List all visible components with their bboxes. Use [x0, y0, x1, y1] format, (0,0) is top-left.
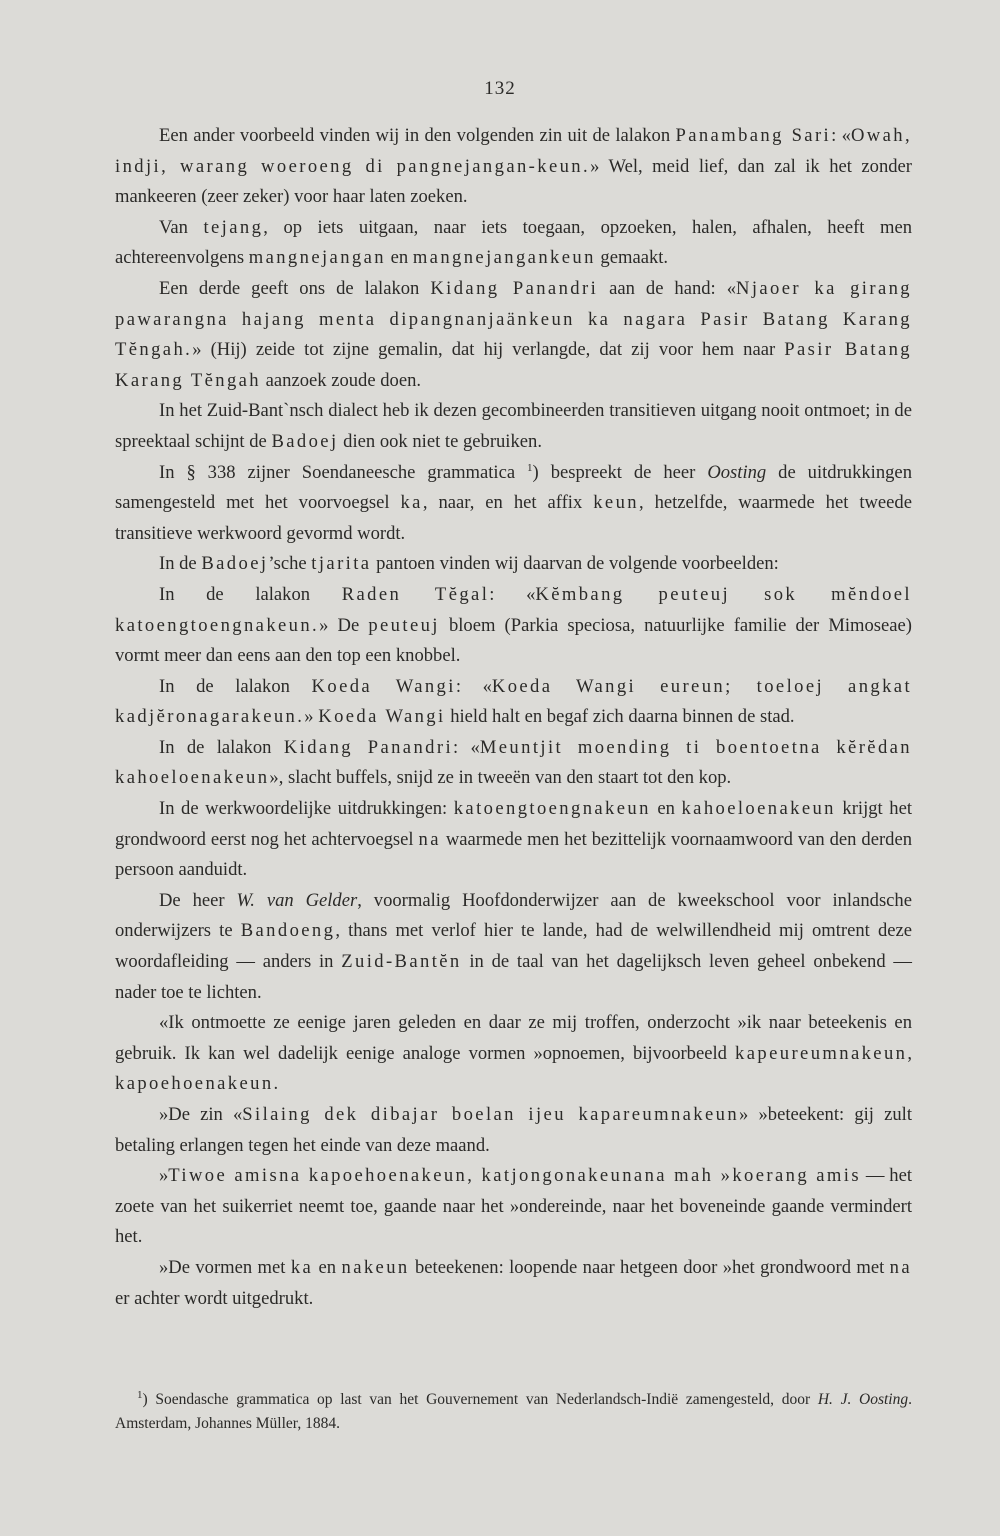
- spaced-term: tejang: [203, 216, 264, 238]
- spaced-term: Panambang Sari: [675, 125, 832, 146]
- text-run: bloem (Parkia speciosa, natuurlijke familie der Mimoseae) vormt meer dan eens aan den top een knobbel.: [115, 614, 912, 667]
- spaced-term: Badoej: [201, 553, 269, 575]
- text-run: hield halt en begaf zich daarna binnen de stad.: [445, 706, 795, 728]
- spaced-term: kapoehoenakeun: [115, 1073, 274, 1095]
- text-run: , op iets uitgaan, naar iets toegaan, opzoeken, halen, afhalen, heeft men achtereenvolgens: [115, 216, 912, 269]
- spaced-term: mangnejangankeun: [412, 247, 596, 269]
- text-run: : «: [489, 583, 536, 605]
- spaced-term: Bandoeng: [240, 920, 336, 942]
- text-run: gemaakt.: [595, 247, 669, 269]
- footnote-ref: 1: [527, 461, 533, 474]
- paragraph: [115, 733, 912, 794]
- italic-name: H. J. Oosting: [817, 1391, 909, 1408]
- text-run: In de lalakon: [159, 675, 312, 697]
- text-run: : «: [831, 125, 851, 146]
- spaced-term: Owah, indji, warang woeroeng di pangnejangan-keun.: [115, 125, 912, 177]
- spaced-term: Zuid-Bantĕn: [341, 951, 462, 973]
- text-run: In § 338 zijner Soendaneesche grammatica: [159, 461, 528, 483]
- paragraph: [115, 549, 912, 580]
- text-run: «Ik ontmoette ze eenige jaren geleden en daar ze mij troffen, onderzocht »ik naar beteekenis en gebruik. Ik kan wel dadelijk eenige analoge vormen »opnoemen, bijvoorbeeld: [115, 1012, 912, 1064]
- paragraph: [115, 1253, 912, 1314]
- paragraph: [115, 1008, 912, 1100]
- text-run: In het Zuid-Bant`nsch dialect heb ik dezen gecombineerden transitieven uitgang nooit ontmoet; in de spreektaal schijnt de: [115, 400, 912, 452]
- text-run: . Amsterdam, Johannes Müller, 1884.: [115, 1391, 912, 1432]
- paragraph: [115, 1161, 912, 1253]
- spaced-term: mangnejangan: [248, 247, 386, 269]
- spaced-term: na: [418, 828, 441, 850]
- text-run: in de taal van het dagelijksch leven geheel onbekend — nader toe te lichten.: [115, 951, 912, 1003]
- text-run: Een derde geeft ons de lalakon: [159, 277, 431, 299]
- text-run: — het zoete van het suikerriet neemt toe, gaande naar het »ondereinde, naar het boveneinde gaande vermindert het.: [115, 1165, 912, 1248]
- text-run: » De: [319, 614, 369, 636]
- paragraph: [115, 794, 912, 886]
- text-run: .: [273, 1073, 279, 1095]
- text-run: , hetzelfde, waarmede het tweede transitieve werkwoord gevormd wordt.: [115, 492, 912, 544]
- spaced-term: kahoeloenakeun: [681, 798, 836, 820]
- paragraph: [115, 213, 912, 274]
- spaced-term: katoengtoengnakeun: [453, 798, 651, 820]
- text-run: In de lalakon: [159, 583, 342, 605]
- spaced-term: kapeureumnakeun: [735, 1042, 908, 1064]
- spaced-term: na: [889, 1256, 913, 1278]
- spaced-term: peuteuj: [368, 614, 440, 636]
- text-run: pantoen vinden wij daarvan de volgende voorbeelden:: [371, 553, 779, 575]
- text-run: en: [385, 247, 413, 269]
- spaced-term: Koeda Wangi: [311, 675, 456, 697]
- text-run: » Wel, meid lief, dan zal ik het zonder mankeeren (zeer zeker) voor haar laten zoeken.: [115, 155, 912, 208]
- spaced-term: Kĕmbang peuteuj sok mĕndoel katoengtoengnakeun.: [115, 583, 912, 636]
- spaced-term: Koeda Wangi: [318, 706, 446, 728]
- text-run: »: [304, 706, 319, 728]
- text-run: , naar, en het affix: [422, 492, 594, 514]
- text-run: krijgt het grondwoord eerst nog het achtervoegsel: [115, 798, 912, 850]
- spaced-term: tjarita: [311, 553, 372, 575]
- text-run: : «: [453, 736, 480, 758]
- text-run: beteekenen: loopende naar hetgeen door »het grondwoord met: [409, 1256, 890, 1278]
- paragraph: [115, 121, 912, 213]
- text-run: , voormalig Hoofdonderwijzer aan de kweekschool voor inlandsche onderwijzers te: [115, 889, 912, 942]
- text-run: ’sche: [268, 553, 312, 575]
- text-run: , thans met verlof hier te lande, had de welwillendheid mij omtrent deze woordafleiding — anders in: [115, 920, 913, 973]
- spaced-term: Tiwoe amisna kapoehoenakeun, katjongonakeunana mah »koerang amis: [168, 1165, 861, 1187]
- text-run: De heer: [159, 889, 237, 911]
- paragraph: [115, 672, 912, 733]
- italic-name: Oosting: [707, 461, 767, 483]
- text-run: waarmede men het bezittelijk voornaamwoord van den derden persoon aanduidt.: [115, 828, 912, 881]
- spaced-term: Pasir Batang Karang Tĕngah: [115, 339, 912, 391]
- text-run: » »beteekent: gij zult betaling erlangen tegen het einde van deze maand.: [115, 1104, 912, 1156]
- text-run: », slacht buffels, snijd ze in tweeën van den staart tot den kop.: [269, 767, 732, 789]
- paragraph: [115, 1100, 912, 1161]
- text-run: de uitdrukkingen samengesteld met het voorvoegsel: [115, 461, 912, 514]
- body-text: [115, 121, 912, 1314]
- text-run: »De zin «: [159, 1104, 243, 1125]
- spaced-term: Kidang Panandri: [430, 277, 599, 299]
- spaced-term: Kidang Panandri: [283, 736, 454, 758]
- spaced-term: ka: [290, 1256, 314, 1278]
- text-run: In de lalakon: [159, 736, 284, 758]
- text-run: ) bespreekt de heer: [532, 461, 708, 483]
- text-run: aan de hand: «: [598, 277, 737, 299]
- paragraph: [115, 396, 912, 457]
- page-number: 132: [484, 78, 516, 99]
- footnote-ref: 1: [137, 1388, 143, 1401]
- footnote: [115, 1388, 912, 1436]
- text-run: er achter wordt uitgedrukt.: [115, 1287, 314, 1309]
- spaced-term: ka: [400, 492, 423, 514]
- text-run: » (Hij) zeide tot zijne gemalin, dat hij verlangde, dat zij voor hem naar: [192, 339, 785, 361]
- text-run: »De vormen met: [159, 1256, 291, 1278]
- paragraph: [115, 886, 912, 1008]
- spaced-term: Silaing dek dibajar boelan ijeu kapareumnakeun: [242, 1104, 740, 1125]
- paragraph: [115, 580, 912, 672]
- text-run: en: [313, 1256, 342, 1278]
- text-run: dien ook niet te gebruiken.: [338, 430, 542, 452]
- spaced-term: Badoej: [271, 430, 339, 452]
- text-run: Van: [159, 216, 204, 238]
- paragraph: [115, 458, 912, 550]
- text-run: Een ander voorbeeld vinden wij in den volgenden zin uit de lalakon: [159, 125, 676, 146]
- spaced-term: keun: [593, 492, 639, 514]
- footnote-text: [115, 1388, 912, 1436]
- text-run: en: [650, 798, 682, 820]
- italic-name: W. van Gelder: [236, 889, 358, 911]
- paragraph: [115, 274, 912, 396]
- text-run: »: [159, 1165, 169, 1187]
- spaced-term: Meuntjit moending ti boentoetna kĕrĕdan kahoeloenakeun: [115, 736, 912, 789]
- spaced-term: Njaoer ka girang pawarangna hajang menta dipangnanjaänkeun ka nagara Pasir Batang Karang Tĕngah.: [115, 277, 913, 361]
- text-run: ,: [907, 1042, 912, 1064]
- text-run: aanzoek zoude doen.: [261, 369, 422, 391]
- text-run: : «: [455, 675, 492, 697]
- text-run: In de: [159, 553, 202, 575]
- spaced-term: Raden Tĕgal: [341, 583, 490, 605]
- spaced-term: Koeda Wangi eureun; toeloej angkat kadjĕronagarakeun.: [115, 675, 913, 728]
- text-run: In de werkwoordelijke uitdrukkingen:: [159, 798, 454, 820]
- text-run: ) Soendasche grammatica op last van het Gouvernement van Nederlandsch-Indië zamengesteld, door: [142, 1391, 818, 1408]
- spaced-term: nakeun: [341, 1256, 410, 1278]
